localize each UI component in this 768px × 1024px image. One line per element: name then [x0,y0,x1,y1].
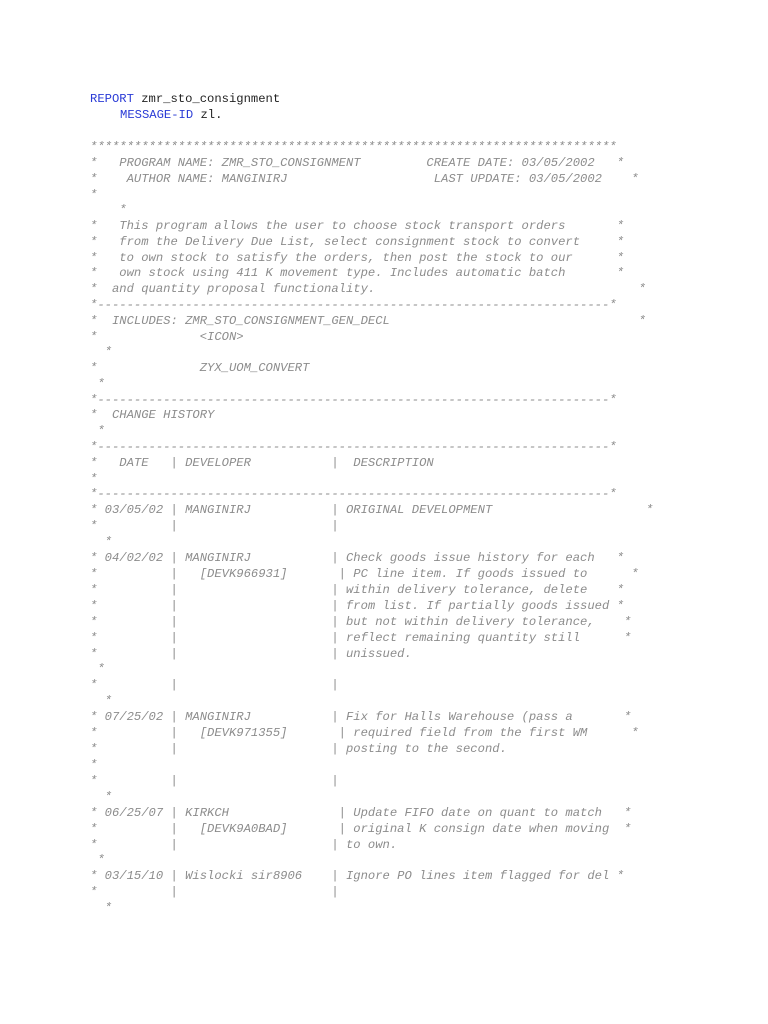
comment-line: * | | [90,774,339,788]
comment-line: * | [DEVK971355] | required field from the first WM * [90,726,639,740]
comment-line: * | [DEVK966931] | PC line item. If goods issued to * [90,567,639,581]
report-name: zmr_sto_consignment [133,92,281,106]
comment-line: * | | but not within delivery tolerance, * [90,615,632,629]
comment-line: * AUTHOR NAME: MANGINIRJ LAST UPDATE: 03/05/2002 * [90,172,639,186]
comment-line: * [90,853,105,867]
message-id-keyword: MESSAGE-ID [120,108,194,122]
comment-line: * [90,345,112,359]
comment-line: * and quantity proposal functionality. * [90,282,646,296]
comment-line: * [90,424,105,438]
comment-line: * ZYX_UOM_CONVERT [90,361,310,375]
comment-line: * [90,377,105,391]
report-keyword: REPORT [90,92,134,106]
comment-line: * [90,694,112,708]
comment-line: * [90,790,112,804]
comment-line: * This program allows the user to choose stock transport orders * [90,219,624,233]
comment-line: ************************************************************************ [90,140,617,154]
comment-line: * | | to own. [90,838,398,852]
comment-line: * | | reflect remaining quantity still * [90,631,632,645]
comment-line: * | | posting to the second. [90,742,507,756]
comment-line: * DATE | DEVELOPER | DESCRIPTION [90,456,434,470]
comment-line: * | | [90,519,339,533]
comment-line: * own stock using 411 K movement type. Includes automatic batch * [90,266,624,280]
report-statement [90,92,280,106]
comment-line: * to own stock to satisfy the orders, then post the stock to our * [90,251,624,265]
comment-line: * 04/02/02 | MANGINIRJ | Check goods issue history for each * [90,551,624,565]
message-id-value: zl. [193,108,223,122]
comment-line: * [90,901,112,915]
comment-line: * from the Delivery Due List, select consignment stock to convert * [90,235,624,249]
comment-line: * 07/25/02 | MANGINIRJ | Fix for Halls Warehouse (pass a * [90,710,632,724]
comment-line: * 03/15/10 | Wislocki sir8906 | Ignore PO lines item flagged for del * [90,869,624,883]
comment-line: * [90,535,112,549]
comment-line: * CHANGE HISTORY [90,408,215,422]
comment-line: * 03/05/02 | MANGINIRJ | ORIGINAL DEVELOPMENT * [90,503,654,517]
comment-line: * | | [90,678,339,692]
message-id-statement [120,108,222,122]
comment-line: * | | within delivery tolerance, delete * [90,583,624,597]
comment-line: * [90,662,105,676]
comment-line: *----------------------------------------------------------------------* [90,487,617,501]
comment-line: *----------------------------------------------------------------------* [90,393,617,407]
comment-line: * | [DEVK9A0BAD] | original K consign date when moving * [90,822,632,836]
comment-line: *----------------------------------------------------------------------* [90,298,617,312]
comment-line: * [90,203,127,217]
comment-line: * [90,758,98,772]
comment-line: * <ICON> [90,330,244,344]
comment-line: * [90,472,98,486]
comment-line: *----------------------------------------------------------------------* [90,440,617,454]
comment-line: * | | [90,885,339,899]
comment-line: * | | unissued. [90,647,412,661]
comment-line: * INCLUDES: ZMR_STO_CONSIGNMENT_GEN_DECL * [90,314,646,328]
comment-line: * | | from list. If partially goods issued * [90,599,624,613]
comment-line: * PROGRAM NAME: ZMR_STO_CONSIGNMENT CREATE DATE: 03/05/2002 * [90,156,624,170]
comment-line: * 06/25/07 | KIRKCH | Update FIFO date on quant to match * [90,806,632,820]
comment-line: * [90,188,98,202]
